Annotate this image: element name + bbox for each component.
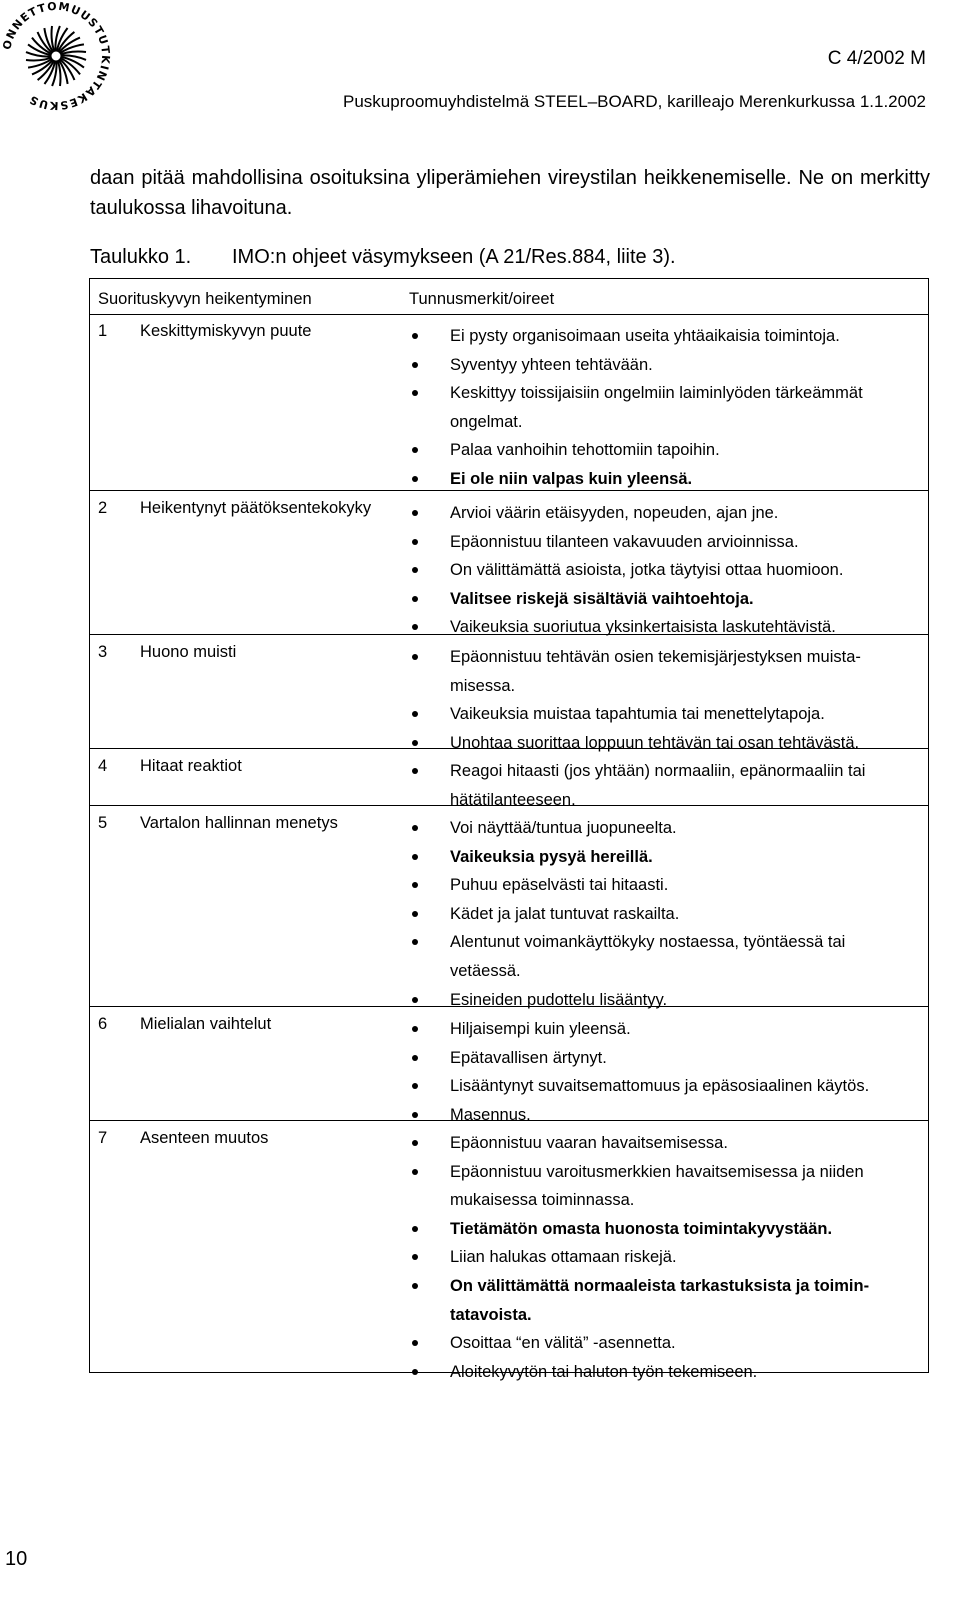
symptom-item [412,928,920,985]
symptom-text: Unohtaa suorittaa loppuun tehtävän tai osan tehtävästä. [450,733,860,752]
symptom-text: Reagoi hitaasti (jos yhtään) normaaliin, epänormaaliin tai hätätilanteeseen. [450,762,866,809]
table-row [90,635,928,752]
impairment-text: Keskittymiskyvyn puute [140,322,312,340]
symptom-item [412,1044,920,1073]
symptom-list [412,1015,920,1129]
bullet-icon [412,539,418,545]
bullet-icon [412,911,418,917]
symptom-text: Epäonnistuu tilanteen vakavuuden arvioinnissa. [450,532,799,551]
bullet-icon [412,476,418,482]
impairment-text: Huono muisti [140,643,237,661]
impairment-label [98,814,338,833]
row-number: 7 [98,1129,108,1147]
bullet-icon [412,882,418,888]
bullet-icon [412,1055,418,1061]
symptom-list [412,643,920,757]
symptom-text: Vaikeuksia muistaa tapahtumia tai menettelytapoja. [450,705,825,724]
impairment-label [98,499,371,518]
table-row [90,1121,928,1381]
symptom-text: Masennus. [450,1105,531,1124]
symptom-text: Esineiden pudottelu lisääntyy. [450,990,668,1009]
symptom-text: Epäonnistuu vaaran havaitsemisessa. [450,1134,728,1152]
bullet-icon [412,997,418,1003]
organization-logo [0,0,112,112]
impairment-text: Hitaat reaktiot [140,757,242,775]
symptom-text: Valitsee riskejä sisältäviä vaihtoehtoja. [450,589,754,608]
symptom-text: Epätavallisen ärtynyt. [450,1048,607,1067]
caption-label: Taulukko 1. [90,246,192,268]
row-number: 4 [98,757,108,775]
bullet-icon [412,1083,418,1089]
symptom-text: Voi näyttää/tuntua juopuneelta. [450,819,677,837]
symptom-text: On välittämättä asioista, jotka täytyisi ottaa huomioon. [450,561,844,580]
symptom-list [412,322,920,494]
symptom-text: Osoittaa “en välitä” -asennetta. [450,1334,676,1353]
symptom-text: Ei ole niin valpas kuin yleensä. [450,469,693,488]
bullet-icon [412,624,418,630]
bullet-icon [412,825,418,831]
symptom-item [412,1329,920,1358]
column-header-impairment: Suorituskyvyn heikentyminen [98,290,312,308]
bullet-icon [412,1340,418,1346]
symptom-text: Epäonnistuu tehtävän osien tekemisjärjestyksen muista-misessa. [450,648,861,695]
symptom-item [412,1072,920,1101]
table-header [90,279,928,315]
bullet-icon [412,1369,418,1375]
symptom-list [412,814,920,1014]
symptom-item [412,528,920,557]
symptom-item [412,499,920,528]
symptom-text: Lisääntynyt suvaitsemattomuus ja epäsosiaalinen käytös. [450,1077,870,1096]
bullet-icon [412,1026,418,1032]
bullet-icon [412,1140,418,1146]
symptom-item [412,700,920,729]
symptom-item [412,900,920,929]
symptom-item [412,585,920,614]
impairment-label [98,757,242,776]
page-number: 10 [5,1548,28,1570]
bullet-icon [412,939,418,945]
symptom-text: Palaa vanhoihin tehottomiin tapoihin. [450,441,720,460]
bullet-icon [412,510,418,516]
bullet-icon [412,1226,418,1232]
bullet-icon [412,567,418,573]
intro-paragraph: daan pitää mahdollisina osoituksina yliperämiehen vireystilan heikkenemiselle. Ne on merkitty taulukossa lihavoituna. [90,167,930,219]
symptom-text: Syventyy yhteen tehtävään. [450,355,653,374]
row-number: 1 [98,322,108,340]
symptom-text: Hiljaisempi kuin yleensä. [450,1020,631,1038]
bullet-icon [412,711,418,717]
logo-text: ONNETTOMUUSTUTKINTAKESKUS [0,0,112,112]
impairment-text: Asenteen muutos [140,1129,269,1147]
symptom-text: Kädet ja jalat tuntuvat raskailta. [450,904,680,923]
symptom-text: Vaikeuksia suoriutua yksinkertaisista laskutehtävistä. [450,618,836,637]
caption-text: IMO:n ohjeet väsymykseen (A 21/Res.884, liite 3). [232,246,676,268]
bullet-icon [412,1254,418,1260]
symptom-item [412,436,920,465]
bullet-icon [412,447,418,453]
table-row [90,749,928,809]
symptom-text: Keskittyy toissijaisiin ongelmiin laiminlyöden tärkeämmät ongelmat. [450,384,863,431]
symptom-item [412,465,920,494]
impairment-label [98,322,311,341]
symptom-text: Arvioi väärin etäisyyden, nopeuden, ajan jne. [450,504,779,522]
bullet-icon [412,596,418,602]
symptom-item [412,871,920,900]
table-row [90,491,928,635]
symptom-text: Alentunut voimankäyttökyky nostaessa, työntäessä tai vetäessä. [450,933,846,980]
symptom-item [412,379,920,436]
document-code: C 4/2002 M [827,48,926,69]
symptom-item [412,351,920,380]
symptom-text: Vaikeuksia pysyä hereillä. [450,847,653,866]
symptom-item [412,843,920,872]
symptom-item [412,1015,920,1044]
symptom-text: Epäonnistuu varoitusmerkkien havaitsemisessa ja niiden mukaisessa toiminnassa. [450,1162,864,1210]
symptom-list [412,1129,920,1386]
table-row [90,806,928,1007]
bullet-icon [412,1283,418,1289]
symptom-item [412,814,920,843]
row-number: 6 [98,1015,108,1033]
symptom-text: Aloitekyvytön tai haluton työn tekemiseen. [450,1362,758,1381]
table-caption [90,246,676,269]
impairment-text: Mielialan vaihtelut [140,1015,272,1033]
symptom-text: On välittämättä normaaleista tarkastuksista ja toimin-tatavoista. [450,1276,870,1324]
symptom-text: Tietämätön omasta huonosta toimintakyvystään. [450,1219,833,1238]
row-number: 5 [98,814,108,832]
row-number: 2 [98,499,108,517]
fatigue-table [89,278,929,1381]
bullet-icon [412,333,418,339]
symptom-item [412,1129,920,1158]
impairment-text: Heikentynyt päätöksentekokyky [140,499,372,517]
impairment-label [98,643,236,662]
bullet-icon [412,1169,418,1175]
symptom-text: Puhuu epäselvästi tai hitaasti. [450,876,669,895]
symptom-text: Ei pysty organisoimaan useita yhtäaikaisia toimintoja. [450,327,840,345]
row-number: 3 [98,643,108,661]
bullet-icon [412,740,418,746]
symptom-text: Liian halukas ottamaan riskejä. [450,1248,677,1267]
impairment-text: Vartalon hallinnan menetys [140,814,338,832]
bullet-icon [412,390,418,396]
symptom-item [412,1158,920,1215]
symptom-item [412,1215,920,1244]
table-row [90,314,928,491]
symptom-item [412,1243,920,1272]
symptom-item [412,1272,920,1329]
bullet-icon [412,768,418,774]
bullet-icon [412,1112,418,1118]
bullet-icon [412,654,418,660]
bullet-icon [412,362,418,368]
impairment-label [98,1129,268,1148]
document-title: Puskuproomuyhdistelmä STEEL–BOARD, karilleajo Merenkurkussa 1.1.2002 [343,92,926,111]
bullet-icon [412,854,418,860]
table-row [90,1007,928,1124]
symptom-item [412,1358,920,1387]
symptom-item [412,643,920,700]
symptom-item [412,322,920,351]
column-header-symptoms: Tunnusmerkit/oireet [409,290,555,308]
symptom-list [412,499,920,642]
impairment-label [98,1015,271,1034]
symptom-item [412,556,920,585]
